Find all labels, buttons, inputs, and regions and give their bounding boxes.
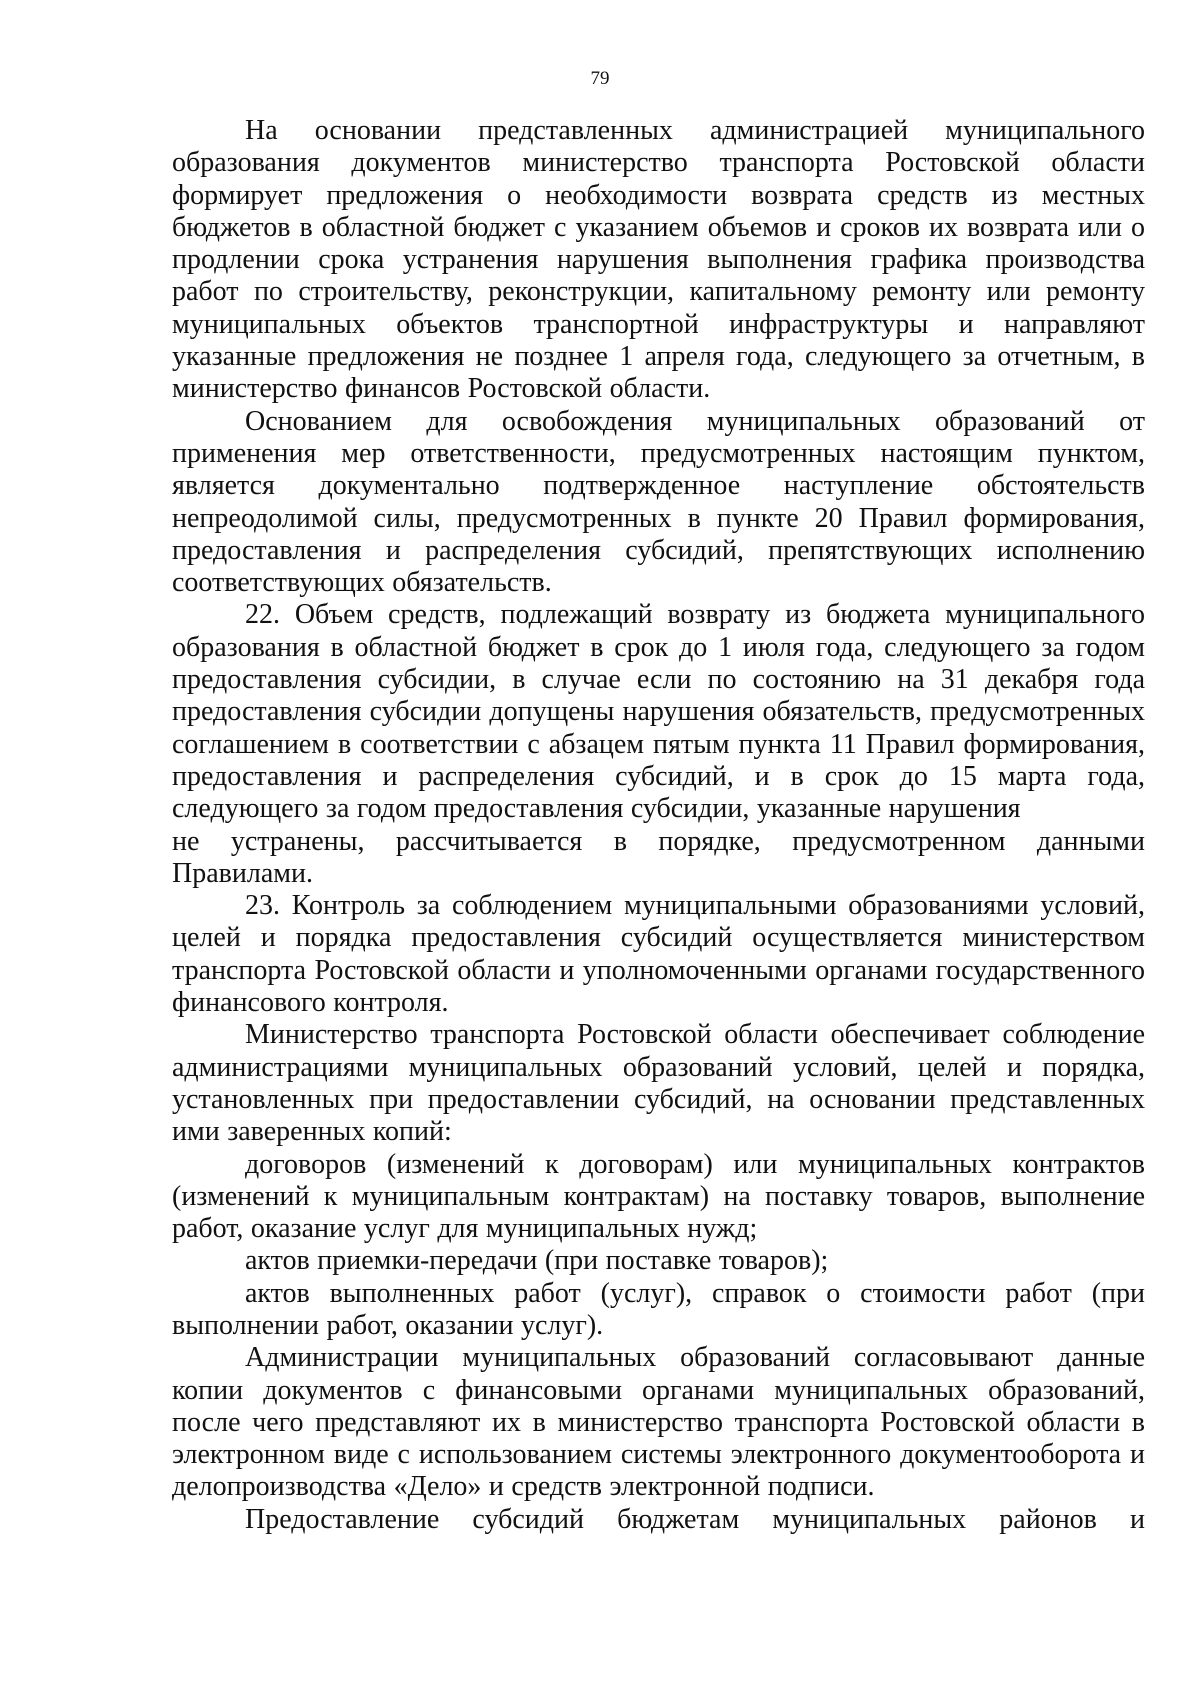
page-number: 79 [590, 68, 610, 89]
list-item-contracts: договоров (изменений к договорам) или муниципальных контрактов (изменений к муниципальным контрактам) на поставку товаров, выполнение работ, оказание услуг для муниципальных нужд; [172, 1148, 1145, 1245]
paragraph-item-22: 22. Объем средств, подлежащий возврату из бюджета муниципального образования в областной бюджет в срок до 1 июля года, следующего за годом предоставления субсидии, в случае если по состоянию на 31 декабря года предоставления субсидии допущены нарушения обязательств, предусмотренных соглашением в соответствии с абзацем пятым пункта 11 Правил формирования, предоставления и распределения субсидий, и в срок до 15 марта года, следующего за годом предоставления субсидии, указанные нарушения [172, 599, 1145, 825]
paragraph-item-23: 23. Контроль за соблюдением муниципальными образованиями условий, целей и порядка предоставления субсидий осуществляется министерством транспорта Ростовской области и уполномоченными органами государственного финансового контроля. [172, 890, 1145, 1019]
paragraph-return-proposals: На основании представленных администрацией муниципального образования документов министерство транспорта Ростовской области формирует предложения о необходимости возврата средств из местных бюджетов в областной бюджет с указанием объемов и сроков их возврата или о продлении срока устранения нарушения выполнения графика производства работ по строительству, реконструкции, капитальному ремонту или ремонту муниципальных объектов транспортной инфраструктуры и направляют указанные предложения не позднее 1 апреля года, следующего за отчетным, в министерство финансов Ростовской области. [172, 115, 1145, 405]
list-item-acceptance-acts: актов приемки-передачи (при поставке товаров); [245, 1245, 829, 1277]
list-item-work-acts: актов выполненных работ (услуг), справок о стоимости работ (при выполнении работ, оказании услуг). [172, 1277, 1145, 1341]
paragraph-force-majeure: Основанием для освобождения муниципальных образований от применения мер ответственности, предусмотренных настоящим пунктом, является документально подтвержденное наступление обстоятельств непреодолимой силы, предусмотренных в пункте 20 Правил формирования, предоставления и распределения субсидий, препятствующих исполнению соответствующих обязательств. [172, 405, 1145, 599]
paragraph-ministry-control: Министерство транспорта Ростовской области обеспечивает соблюдение администрациями муниципальных образований условий, целей и порядка, установленных при предоставлении субсидий, на основании представленных ими заверенных копий: [172, 1019, 1145, 1148]
paragraph-administrations-agreement: Администрации муниципальных образований согласовывают данные копии документов с финансовыми органами муниципальных образований, после чего представляют их в министерство транспорта Ростовской области в электронном виде с использованием системы электронного документооборота и делопроизводства «Дело» и средств электронной подписи. [172, 1342, 1145, 1503]
document-body [172, 115, 1145, 1536]
paragraph-subsidies-start: Предоставление субсидий бюджетам муниципальных районов и [245, 1503, 1145, 1535]
paragraph-item-22-continued: не устранены, рассчитывается в порядке, предусмотренном данными Правилами. [172, 825, 1145, 889]
